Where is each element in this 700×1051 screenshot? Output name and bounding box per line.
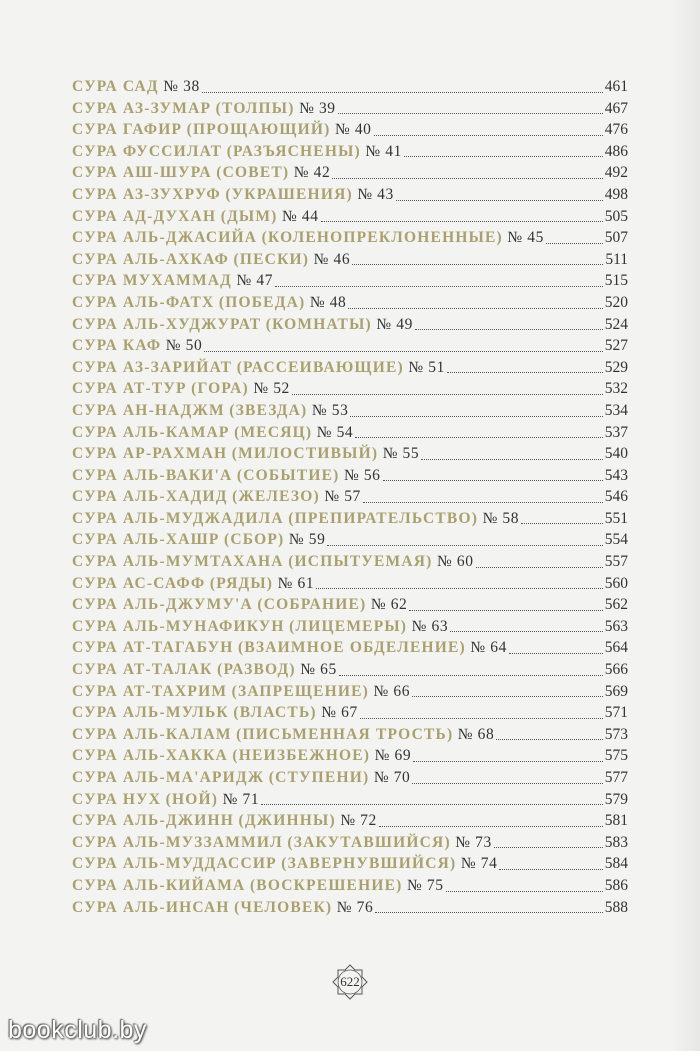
dot-leader (383, 480, 603, 481)
toc-page-number: 461 (604, 78, 628, 95)
toc-page-number: 532 (604, 380, 628, 398)
sura-name: СУРА АТ-ТУР (72, 380, 187, 398)
toc-entry-title (72, 98, 336, 120)
toc-entry (72, 724, 628, 746)
watermark: bookclub.by (8, 1016, 147, 1044)
sura-number: № 42 (293, 164, 331, 182)
toc-page-number: 511 (605, 250, 628, 268)
sura-name: СУРА АТ-ТАХРИМ (72, 682, 228, 700)
sura-name: СУРА АЛЬ-МУНАФИКУН (72, 617, 285, 635)
sura-name: СУРА АЗ-ЗАРИЙАТ (72, 358, 233, 376)
toc-entry-title (72, 637, 507, 659)
toc-page-number: 486 (604, 142, 628, 160)
toc-entry (72, 141, 628, 163)
sura-translation: (РАССЕИВАЮЩИЕ) (236, 358, 404, 376)
toc-page-number: 564 (604, 639, 628, 657)
toc-page-number: 583 (604, 833, 628, 851)
sura-translation: (ТОЛПЫ) (215, 99, 295, 117)
sura-name: СУРА АЛЬ-ДЖУМУ'А (72, 596, 253, 614)
sura-translation: (НЕИЗБЕЖНОЕ) (232, 747, 371, 765)
sura-name: СУРА АЛЬ-ХАДИД (72, 488, 228, 506)
toc-entry-title (72, 227, 544, 249)
toc-page-number: 584 (604, 855, 628, 873)
sura-name: СУРА АЛЬ-ДЖИНН (72, 812, 235, 830)
sura-translation: (ДЫМ) (220, 207, 278, 225)
sura-number: № 55 (382, 445, 420, 463)
sura-name: СУРА АЛЬ-МУДЖАДИЛА (72, 509, 284, 527)
toc-entry (72, 659, 628, 681)
sura-name: СУРА АЛЬ-ХУДЖУРАТ (72, 315, 262, 333)
dot-leader (292, 394, 603, 395)
dot-leader (339, 675, 603, 676)
dot-leader (499, 869, 602, 870)
dot-leader (521, 523, 603, 524)
sura-name: СУРА АЛЬ-КАМАР (72, 423, 230, 441)
sura-name: СУРА АЛЬ-МУМТАХАНА (72, 553, 284, 571)
dot-leader (352, 264, 603, 265)
toc-page-number: 543 (604, 466, 628, 484)
toc-entry (72, 227, 628, 249)
dot-leader (494, 847, 603, 848)
dot-leader (412, 783, 602, 784)
sura-number: № 59 (288, 531, 326, 549)
sura-number: № 62 (370, 596, 408, 614)
sura-number: № 47 (236, 272, 274, 290)
toc-entry (72, 486, 628, 508)
sura-name: СУРА АР-РАХМАН (72, 445, 228, 463)
sura-name: СУРА АЛЬ-МУЛЬК (72, 704, 229, 722)
sura-translation: (ЗВЕЗДА) (229, 401, 308, 419)
sura-number: № 43 (357, 185, 394, 203)
toc-entry-title (72, 249, 350, 271)
toc-entry-title (72, 141, 402, 163)
toc-entry (72, 681, 628, 703)
sura-translation: (МИЛОСТИВЫЙ) (231, 445, 379, 463)
sura-translation: (РАЗЪЯСНЕНЫ) (226, 142, 361, 160)
toc-entry (72, 422, 628, 444)
sura-translation: (СОБЫТИЕ) (236, 466, 340, 484)
sura-translation: (ПОБЕДА) (218, 293, 306, 311)
dot-leader (476, 567, 603, 568)
toc-entry (72, 810, 628, 832)
dot-leader (496, 739, 602, 740)
toc-page-number: 551 (604, 509, 628, 527)
sura-number: № 57 (324, 488, 361, 506)
sura-name: СУРА АЛЬ-КАЛАМ (72, 725, 232, 743)
sura-number: № 69 (374, 747, 412, 765)
dot-leader (546, 243, 603, 244)
dot-leader (332, 178, 602, 179)
sura-name: СУРА АЛЬ-КИЙАМА (72, 876, 246, 894)
dot-leader (350, 416, 602, 417)
sura-name: СУРА АЛЬ-ВАКИ'А (72, 466, 233, 484)
toc-entry (72, 357, 628, 379)
sura-name: СУРА АС-САФФ (72, 574, 206, 592)
toc-entry-title (72, 573, 314, 595)
toc-page-number: 537 (604, 423, 628, 441)
toc-page-number: 520 (604, 293, 628, 311)
dot-leader (360, 718, 603, 719)
sura-number: № 40 (334, 121, 372, 139)
sura-translation: (МЕСЯЦ) (234, 423, 313, 441)
sura-translation: (УКРАШЕНИЯ) (225, 185, 353, 203)
dot-leader (375, 912, 602, 913)
sura-translation: (ЖЕЛЕЗО) (232, 488, 320, 506)
sura-translation: (ЗАКУТАВШИЙСЯ) (287, 833, 451, 851)
toc-entry (72, 875, 628, 897)
toc-entry-title (72, 465, 381, 487)
sura-name: СУРА АШ-ШУРА (72, 164, 212, 182)
toc-entry (72, 853, 628, 875)
sura-translation: (КОЛЕНОПРЕКЛОНЕННЫЕ) (261, 229, 503, 247)
sura-translation: (ВЛАСТЬ) (233, 704, 317, 722)
dot-leader (321, 221, 603, 222)
sura-number: № 58 (482, 509, 520, 527)
toc-page-number: 562 (604, 596, 628, 614)
sura-name: СУРА НУХ (72, 790, 162, 808)
toc-entry-title (72, 206, 319, 228)
toc-entry-title (72, 443, 419, 465)
sura-number: № 44 (282, 207, 319, 225)
toc-page-number: 575 (604, 747, 628, 765)
toc-entry (72, 594, 628, 616)
page-number: 622 (340, 974, 360, 989)
dot-leader (327, 545, 602, 546)
toc-entry-title (72, 400, 348, 422)
sura-name: СУРА АЛЬ-МУДДАССИР (72, 855, 277, 873)
sura-number: № 39 (299, 99, 336, 117)
toc-page-number: 581 (604, 812, 628, 830)
toc-entry-title (72, 832, 492, 854)
sura-translation: (ВЗАИМНОЕ ОБДЕЛЕНИЕ) (238, 639, 466, 657)
toc-page-number: 577 (604, 769, 628, 786)
toc-page-number: 507 (604, 229, 628, 247)
dot-leader (404, 156, 603, 157)
sura-translation: (СОБРАНИЕ) (257, 596, 367, 614)
dot-leader (202, 92, 603, 93)
sura-translation: (КОМНАТЫ) (265, 315, 372, 333)
dot-leader (261, 804, 603, 805)
toc-entry-title (72, 76, 200, 98)
sura-translation: (ПРОЩАЮЩИЙ) (186, 121, 331, 139)
sura-number: № 63 (411, 617, 449, 635)
sura-name: СУРА АЛЬ-МУЗЗАММИЛ (72, 833, 283, 851)
toc-entry-title (72, 659, 337, 681)
toc-entry (72, 314, 628, 336)
sura-number: № 50 (165, 337, 203, 355)
toc-entry-title (72, 335, 202, 357)
dot-leader (379, 826, 603, 827)
toc-entry (72, 378, 628, 400)
sura-name: СУРА АЗ-ЗУХРУФ (72, 185, 221, 203)
toc-page-number: 476 (604, 121, 628, 139)
sura-number: № 66 (373, 682, 411, 700)
toc-entry (72, 443, 628, 465)
toc-entry-title (72, 292, 346, 314)
sura-translation: (ПРЕПИРАТЕЛЬСТВО) (288, 509, 479, 527)
page-number-badge (332, 964, 368, 1000)
sura-number: № 45 (507, 229, 544, 247)
toc-page-number: 524 (604, 315, 628, 333)
toc-entry-title (72, 508, 519, 530)
sura-name: СУРА АЛЬ-ХАККА (72, 747, 228, 765)
toc-page-number: 515 (604, 272, 628, 290)
sura-translation: (ЧЕЛОВЕК) (234, 898, 333, 916)
toc-entry (72, 400, 628, 422)
sura-number: № 53 (311, 401, 349, 419)
sura-translation: (ГОРА) (191, 380, 249, 398)
dot-leader (415, 329, 603, 330)
toc-entry-title (72, 378, 290, 400)
toc-entry-title (72, 314, 413, 336)
dot-leader (446, 891, 603, 892)
toc-page-number: 560 (604, 574, 628, 592)
sura-number: № 61 (277, 574, 315, 592)
toc-entry (72, 206, 628, 228)
sura-translation: (ВОСКРЕШЕНИЕ) (249, 876, 403, 894)
toc-page-number: 586 (604, 876, 628, 894)
toc-entry-title (72, 162, 330, 184)
sura-number: № 52 (253, 380, 290, 398)
dot-leader (363, 502, 603, 503)
dot-leader (421, 459, 602, 460)
dot-leader (509, 653, 603, 654)
dot-leader (409, 610, 602, 611)
toc-entry-title (72, 270, 273, 292)
sura-name: СУРА ФУССИЛАТ (72, 142, 223, 160)
sura-name: СУРА АЛЬ-ДЖАСИЙА (72, 229, 258, 247)
table-of-contents (72, 76, 628, 918)
sura-number: № 72 (340, 812, 377, 830)
sura-number: № 54 (316, 423, 354, 441)
sura-number: № 56 (343, 466, 381, 484)
toc-page-number: 579 (604, 790, 628, 808)
sura-number: № 64 (470, 639, 507, 657)
toc-entry-title (72, 810, 377, 832)
toc-entry (72, 76, 628, 98)
toc-page-number: 540 (604, 445, 628, 463)
toc-entry (72, 119, 628, 141)
toc-page-number: 573 (604, 725, 628, 743)
toc-entry-title (72, 724, 494, 746)
dot-leader (275, 286, 603, 287)
dot-leader (374, 135, 603, 136)
toc-page-number: 505 (604, 207, 628, 225)
sura-name: СУРА ГАФИР (72, 121, 183, 139)
sura-translation: (ПИСЬМЕННАЯ ТРОСТЬ) (236, 725, 454, 743)
sura-name: СУРА АЛЬ-АХКАФ (72, 250, 230, 268)
sura-name: СУРА САД (72, 78, 159, 95)
sura-number: № 51 (408, 358, 445, 376)
toc-page-number: 546 (604, 488, 628, 506)
sura-translation: (ЗАПРЕЩЕНИЕ) (231, 682, 370, 700)
sura-name: СУРА АЛЬ-МА'АРИДЖ (72, 769, 265, 786)
toc-entry-title (72, 594, 407, 616)
toc-page-number: 569 (604, 682, 628, 700)
sura-number: № 70 (373, 769, 411, 786)
sura-name: СУРА КАФ (72, 337, 162, 355)
sura-number: № 60 (437, 553, 474, 571)
toc-entry (72, 529, 628, 551)
sura-translation: (ЛИЦЕМЕРЫ) (289, 617, 408, 635)
toc-page-number: 527 (604, 337, 628, 355)
toc-entry-title (72, 702, 358, 724)
toc-entry (72, 702, 628, 724)
sura-number: № 48 (309, 293, 347, 311)
sura-number: № 74 (460, 855, 498, 873)
sura-name: СУРА АН-НАДЖМ (72, 401, 225, 419)
toc-entry (72, 292, 628, 314)
sura-number: № 41 (365, 142, 402, 160)
sura-number: № 75 (406, 876, 444, 894)
sura-translation: (ИСПЫТУЕМАЯ) (288, 553, 433, 571)
toc-page-number: 554 (604, 531, 628, 549)
toc-entry-title (72, 119, 372, 141)
sura-translation: (СОВЕТ) (216, 164, 290, 182)
toc-page-number: 529 (604, 358, 628, 376)
toc-entry (72, 767, 628, 789)
toc-entry-title (72, 357, 445, 379)
page-edge-shadow (670, 0, 700, 1051)
dot-leader (412, 696, 603, 697)
sura-name: СУРА АД-ДУХАН (72, 207, 217, 225)
toc-entry-title (72, 486, 361, 508)
toc-entry-title (72, 551, 474, 573)
sura-translation: (ДЖИННЫ) (238, 812, 336, 830)
toc-page-number: 557 (604, 553, 628, 571)
sura-number: № 73 (455, 833, 492, 851)
sura-name: СУРА АЛЬ-ХАШР (72, 531, 220, 549)
dot-leader (413, 761, 603, 762)
toc-page-number: 588 (604, 898, 628, 916)
sura-number: № 49 (376, 315, 413, 333)
toc-entry-title (72, 853, 497, 875)
toc-entry (72, 98, 628, 120)
sura-number: № 38 (163, 78, 200, 95)
sura-number: № 76 (336, 898, 374, 916)
sura-number: № 68 (457, 725, 495, 743)
toc-entry (72, 270, 628, 292)
toc-entry-title (72, 897, 373, 919)
dot-leader (450, 631, 603, 632)
dot-leader (355, 437, 602, 438)
toc-entry (72, 508, 628, 530)
sura-name: СУРА АЗ-ЗУМАР (72, 99, 212, 117)
sura-translation: (СТУПЕНИ) (268, 769, 370, 786)
toc-entry (72, 184, 628, 206)
toc-entry (72, 249, 628, 271)
toc-entry (72, 465, 628, 487)
sura-number: № 67 (321, 704, 358, 722)
toc-entry (72, 573, 628, 595)
toc-entry (72, 832, 628, 854)
sura-name: СУРА АЛЬ-ФАТХ (72, 293, 215, 311)
toc-entry (72, 551, 628, 573)
toc-entry-title (72, 745, 411, 767)
toc-entry (72, 162, 628, 184)
toc-entry-title (72, 875, 444, 897)
toc-entry-title (72, 184, 394, 206)
sura-number: № 65 (300, 661, 337, 679)
toc-entry (72, 745, 628, 767)
toc-page-number: 566 (604, 661, 628, 679)
toc-page-number: 571 (604, 704, 628, 722)
toc-entry-title (72, 529, 325, 551)
sura-translation: (НОЙ) (165, 790, 219, 808)
sura-number: № 46 (313, 250, 351, 268)
dot-leader (338, 113, 603, 114)
toc-page-number: 534 (604, 401, 628, 419)
toc-page-number: 467 (604, 99, 628, 117)
toc-entry-title (72, 789, 259, 811)
dot-leader (348, 308, 602, 309)
sura-translation: (РАЗВОД) (217, 661, 296, 679)
dot-leader (204, 351, 602, 352)
sura-name: СУРА АТ-ТАЛАК (72, 661, 213, 679)
toc-entry (72, 789, 628, 811)
toc-entry (72, 897, 628, 919)
sura-name: СУРА МУХАММАД (72, 272, 233, 290)
toc-entry (72, 335, 628, 357)
toc-page-number: 492 (604, 164, 628, 182)
toc-entry-title (72, 767, 410, 789)
toc-entry (72, 637, 628, 659)
sura-translation: (ПЕСКИ) (233, 250, 310, 268)
sura-translation: (СБОР) (224, 531, 285, 549)
dot-leader (447, 372, 603, 373)
toc-page-number: 563 (604, 617, 628, 635)
sura-translation: (РЯДЫ) (209, 574, 274, 592)
dot-leader (396, 200, 603, 201)
toc-entry-title (72, 681, 410, 703)
sura-name: СУРА АЛЬ-ИНСАН (72, 898, 230, 916)
toc-entry-title (72, 422, 353, 444)
toc-entry-title (72, 616, 448, 638)
toc-page-number: 498 (604, 185, 628, 203)
sura-translation: (ЗАВЕРНУВШИЙСЯ) (281, 855, 457, 873)
toc-entry (72, 616, 628, 638)
sura-name: СУРА АТ-ТАГАБУН (72, 639, 234, 657)
dot-leader (316, 588, 603, 589)
sura-number: № 71 (222, 790, 260, 808)
